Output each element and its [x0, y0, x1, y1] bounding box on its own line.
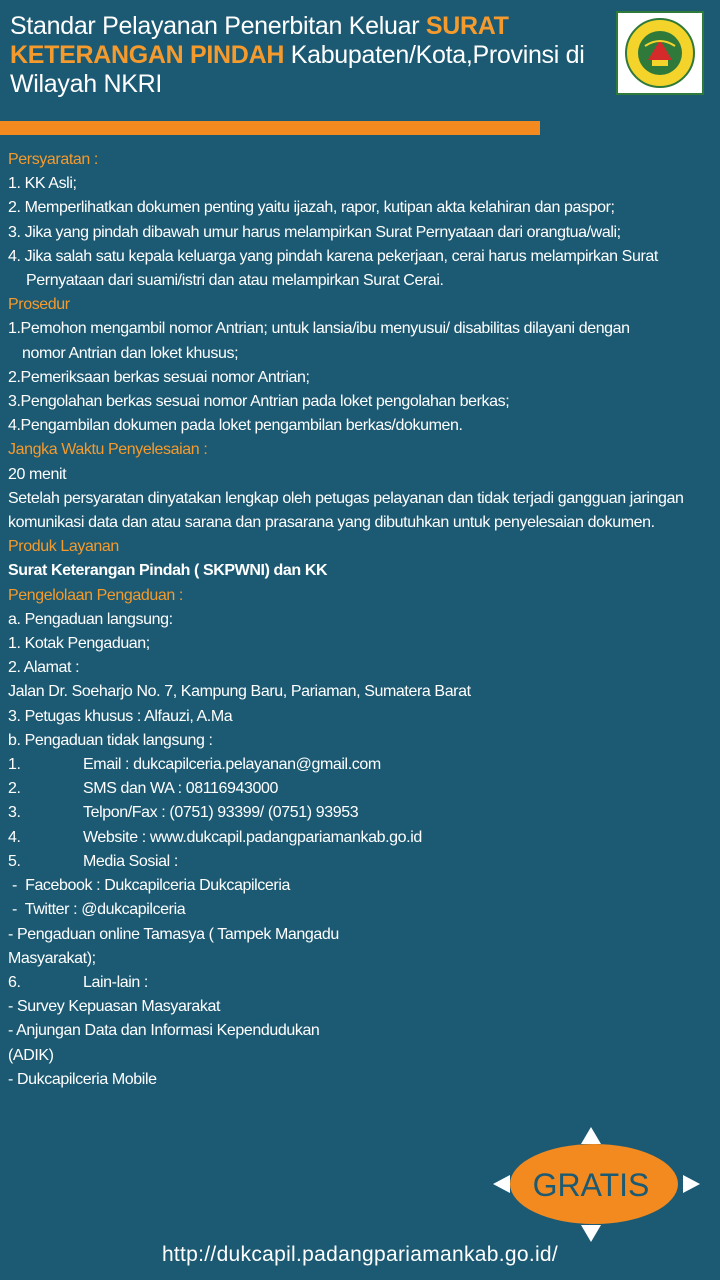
main-content	[8, 148, 712, 1092]
arrow-right-icon	[683, 1175, 700, 1193]
item-number: 4.	[8, 828, 21, 846]
list-item	[8, 850, 712, 874]
list-item	[8, 777, 712, 801]
jangka-heading: Jangka Waktu Penyelesaian :	[8, 441, 208, 459]
list-item	[8, 801, 712, 825]
footer-url[interactable]: http://dukcapil.padangpariamankab.go.id/	[161, 1243, 559, 1266]
list-item: 4. Jika salah satu kepala keluarga yang pindah karena pekerjaan, cerai harus melampirkan Surat	[8, 247, 658, 265]
page-title	[10, 12, 600, 99]
arrow-down-icon	[581, 1225, 601, 1242]
list-item	[8, 753, 712, 777]
pengaduan-heading: Pengelolaan Pengaduan :	[8, 586, 183, 604]
list-item: - Survey Kepuasan Masyarakat	[8, 998, 221, 1016]
jangka-note: Setelah persyaratan dinyatakan lengkap oleh petugas pelayanan dan tidak terjadi gangguan jaringan komunikasi data dan atau sarana dan prasarana yang dibutuhkan untuk penyelesaian dokumen.	[8, 489, 684, 532]
persyaratan-heading: Persyaratan :	[8, 151, 98, 168]
list-item: 1.Pemohon mengambil nomor Antrian; untuk lansia/ibu menyusui/ disabilitas dilayani dengan	[8, 320, 630, 338]
list-item: 2.Pemeriksaan berkas sesuai nomor Antrian;	[8, 368, 310, 386]
title-part2: Kabupaten/Kota,Provinsi di Wilayah NKRI	[10, 41, 585, 98]
social-label: Media Sosial :	[83, 852, 178, 870]
pengaduan-b-label: b. Pengaduan tidak langsung :	[8, 731, 213, 749]
produk-heading: Produk Layanan	[8, 538, 119, 556]
list-item: 3. Jika yang pindah dibawah umur harus melampirkan Surat Pernyataan dari orangtua/wali;	[8, 223, 621, 241]
list-item: nomor Antrian dan loket khusus;	[22, 344, 239, 362]
list-item: 1. Kotak Pengaduan;	[8, 635, 150, 653]
gratis-badge	[488, 1122, 708, 1247]
item-number: 2.	[8, 780, 21, 798]
list-item	[8, 826, 712, 850]
list-item: 2. Alamat :	[8, 659, 80, 677]
address-text: Jalan Dr. Soeharjo No. 7, Kampung Baru, Pariaman, Sumatera Barat	[8, 683, 471, 701]
emblem-icon	[621, 16, 699, 90]
accent-rule	[0, 121, 540, 135]
website-text: Website : www.dukcapil.padangpariamankab.go.id	[83, 828, 422, 846]
item-number: 6.	[8, 973, 21, 991]
title-accent: SURAT KETERANGAN PINDAH	[10, 12, 509, 69]
jangka-value: 20 menit	[8, 465, 67, 483]
prosedur-heading: Prosedur	[8, 296, 70, 314]
item-number: 5.	[8, 852, 21, 870]
pengaduan-a-label: a. Pengaduan langsung:	[8, 610, 173, 628]
dukcapil-logo	[616, 11, 704, 95]
list-item: - Pengaduan online Tamasya ( Tampek Mangadu	[8, 925, 339, 943]
badge-label: GRATIS	[532, 1167, 650, 1203]
list-item: Masyarakat);	[8, 949, 96, 967]
list-item: - Anjungan Data dan Informasi Kependudukan	[8, 1022, 320, 1040]
item-number: 3.	[8, 804, 21, 822]
produk-value: Surat Keterangan Pindah ( SKPWNI) dan KK	[8, 562, 328, 580]
list-item	[8, 971, 712, 995]
list-item: - Dukcapilceria Mobile	[8, 1070, 157, 1088]
telpon-text: Telpon/Fax : (0751) 93399/ (0751) 93953	[83, 804, 359, 822]
item-number: 1.	[8, 756, 21, 774]
lain-label: Lain-lain :	[83, 973, 148, 991]
list-item: - Twitter : @dukcapilceria	[8, 901, 186, 919]
arrow-left-icon	[493, 1175, 510, 1193]
list-item: - Facebook : Dukcapilceria Dukcapilceria	[8, 877, 290, 895]
list-item: Pernyataan dari suami/istri dan atau melampirkan Surat Cerai.	[26, 272, 444, 290]
list-item: 2. Memperlihatkan dokumen penting yaitu ijazah, rapor, kutipan akta kelahiran dan paspor;	[8, 199, 615, 217]
title-part1: Standar Pelayanan Penerbitan Keluar	[10, 12, 426, 40]
list-item: 3.Pengolahan berkas sesuai nomor Antrian pada loket pengolahan berkas;	[8, 393, 510, 411]
list-item: (ADIK)	[8, 1046, 54, 1064]
sms-text: SMS dan WA : 08116943000	[83, 780, 278, 798]
list-item: 4.Pengambilan dokumen pada loket pengambilan berkas/dokumen.	[8, 417, 463, 435]
email-text: Email : dukcapilceria.pelayanan@gmail.com	[83, 756, 381, 774]
badge-shape	[488, 1122, 708, 1247]
list-item: 1. KK Asli;	[8, 175, 77, 193]
arrow-up-icon	[581, 1127, 601, 1144]
list-item: 3. Petugas khusus : Alfauzi, A.Ma	[8, 707, 233, 725]
